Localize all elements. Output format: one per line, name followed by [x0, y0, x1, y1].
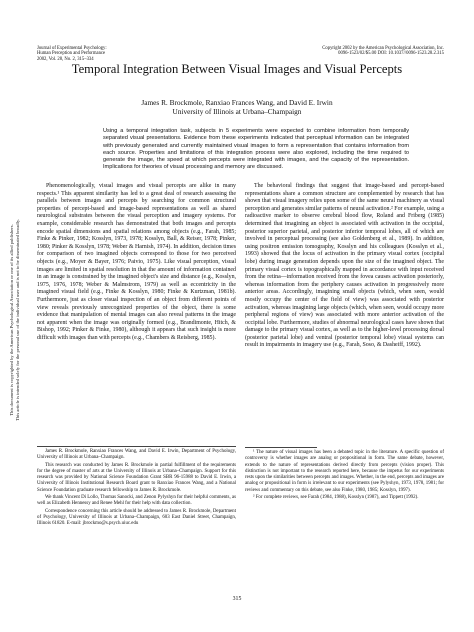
- author-affiliation: University of Illinois at Urbana–Champaign: [172, 106, 302, 116]
- author-names: James R. Brockmole, Ranxiao Frances Wang, and David E. Irwin: [141, 98, 333, 107]
- footnote: ¹ The nature of visual images has been a debated topic in the literature. A specific question of controversy is whether images are analog or propositional in form. The same debate, however, extends to the nature of representations derived directly from percepts (vision proper). This distinction is not important to the research reported here, because the impetus for our experiments rests upon the similarities between percepts and images. Whether, in the end, percepts and images are analog or propositional in form is irrelevant to our experiments (see Pylyshyn, 1973, 1978, 1981; for reviews and commentary on this debate, see also Finke, 1980, 1985; Kosslyn, 1997).: [245, 450, 444, 493]
- copyright-side-notice: [4, 120, 26, 520]
- page-number: 315: [232, 596, 242, 602]
- author-block: [0, 99, 474, 116]
- author-note-paragraph: James R. Brockmole, Ranxiao Frances Wang, and David E. Irwin, Department of Psychology, University of Illinois at Urbana–Champaign.: [37, 449, 236, 461]
- footnotes: [245, 450, 444, 502]
- journal-line: Journal of Experimental Psychology:: [37, 46, 107, 51]
- copyright-line: 0096-1523/02/$5.00 DOI: 10.1037//0096-1523.28.2.315: [338, 51, 444, 57]
- body-column-right: [245, 183, 444, 350]
- author-note-rule: [37, 446, 236, 447]
- footnote: ² For complete reviews, see Farah (1984, 1988), Kosslyn (1987), and Tippett (1992).: [253, 495, 419, 501]
- author-note-paragraph: We thank Vincent Di Lollo, Thomas Sanocki, and Zenon Pylyshyn for their helpful comments, as well as Elizabeth Hennessy and Renee Mehl for their help with data collection.: [37, 495, 236, 507]
- author-note: [37, 449, 236, 529]
- side-notice-line-1: This document is copyrighted by the American Psychological Association or one of its allied publishers.: [9, 224, 14, 416]
- journal-citation: [37, 46, 107, 62]
- abstract: Using a temporal integration task, subjects in 5 experiments were expected to combine information from temporally separated visual presentations. Evidence from these experiments indicated that perceptual information can be integrated with previously generated and currently maintained visual images to form a representation that contains information from each source. Properties and limitations of this integration process were also explored, including the time required to generate the image, the speed at which percepts were integrated with images, and the capacity of the representation. Implications for theories of visual processing and memory are discussed.: [103, 128, 409, 171]
- copyright-notice: [322, 46, 444, 57]
- copyright-line: Copyright 2002 by the American Psychological Association, Inc.: [322, 46, 444, 51]
- journal-line: Human Perception and Performance: [37, 51, 106, 57]
- side-notice-line-2: This article is intended solely for the personal use of the individual user and is not to be disseminated broadly.: [15, 218, 20, 422]
- body-paragraph: Phenomenologically, visual images and visual percepts are alike in many respects.¹ This apparent similarity has led to a great deal of research assessing the parallels between images and percepts by searching for common structural properties of percept-based and image-based representations as well as shared neurological substrates between the visual perception and imagery systems. For example, considerable research has demonstrated that both images and percepts encode spatial dimensions and spatial relations among objects (e.g., Farah, 1985; Finke & Pinker, 1982; Kosslyn, 1973, 1978; Kosslyn, Ball, & Reiser, 1978; Pinker, 1980; Pinker & Kosslyn, 1978; Weber & Harnish, 1974). In addition, decision times for comparison of two imagined objects correspond to those for two perceived objects (e.g., Moyer & Bayer, 1976; Paivio, 1975). Like visual perception, visual images are limited in spatial resolution in that the amount of information contained in an image is constrained by the imagined object's size and distance (e.g., Kosslyn, 1975, 1976, 1978; Weber & Malmstrom, 1979) as well as eccentricity in the imagined visual field (e.g., Finke & Kosslyn, 1980; Finke & Kurtzman, 1981b). Furthermore, just as closer visual inspection of an object from different points of view reveals previously unrecognized properties of the object, there is some evidence that manipulation of mental images can also reveal patterns in the image not apparent when the image was originally formed (e.g., Brandimonte, Hitch, & Bishop, 1992; Pinker & Finke, 1980), although it appears that such insight is more difficult with images than with percepts (e.g., Chambers & Reisberg, 1985).: [37, 183, 236, 341]
- author-note-paragraph: Correspondence concerning this article should be addressed to James R. Brockmole, Department of Psychology, University of Illinois at Urbana–Champaign, 603 East Daniel Street, Champaign, Illinois 61820. E-mail: jbrockmo@s.psych.uiuc.edu: [37, 508, 236, 527]
- body-column-left: [37, 183, 236, 342]
- footnote-rule: [245, 447, 317, 448]
- article-title: Temporal Integration Between Visual Images and Visual Percepts: [71, 62, 403, 76]
- body-paragraph: The behavioral findings that suggest that image-based and percept-based representations share a common structure are complemented by research that has shown that visual imagery relies upon some of the same neural machinery as visual perception and generates similar patterns of neural activation.² For example, using a radioactive marker to observe cerebral blood flow, Roland and Friberg (1985) determined that imagining an object is associated with activation in the occipital, posterior superior parietal, and posterior inferior temporal lobes, all of which are involved in perceptual processing (see also Goldenberg et al., 1989). In addition, using positron emission tomography, Kosslyn and his colleagues (Kosslyn et al., 1993) showed that the locus of activation in the primary visual cortex (occipital lobe) during image generation depends upon the size of the imagined object. The primary visual cortex is topographically mapped in accordance with input received from the retina—information received from the fovea causes activation posteriorly, whereas information from the periphery causes activation in progressively more anterior areas. Accordingly, imagining small objects (which, when seen, would mostly occupy the center of the field of view) was associated with posterior activation, whereas imagining large objects (which, when seen, would occupy more peripheral regions of view) was associated with more anterior activation of the occipital lobe. Furthermore, studies of abnormal neurological cases have shown that damage to the primary visual cortex, as well as to the higher-level processing dorsal (posterior parietal lobe) and ventral (posterior temporal lobe) visual systems can result in impairments in imagery use (e.g., Farah, Soso, & Dasheiff, 1992).: [245, 183, 444, 349]
- author-note-paragraph: This research was conducted by James R. Brockmole in partial fulfillment of the requirements for the degree of master of arts at the University of Illinois at Urbana–Champaign. Support for this research was provided by National Science Foundation Grant SBR 96-15988 to David E. Irwin, a University of Illinois Institutional Research Board grant to Ranxiao Frances Wang, and a National Science Foundation graduate research fellowship to James R. Brockmole.: [37, 462, 236, 493]
- journal-line: 2002, Vol. 28, No. 2, 315–334: [37, 56, 94, 62]
